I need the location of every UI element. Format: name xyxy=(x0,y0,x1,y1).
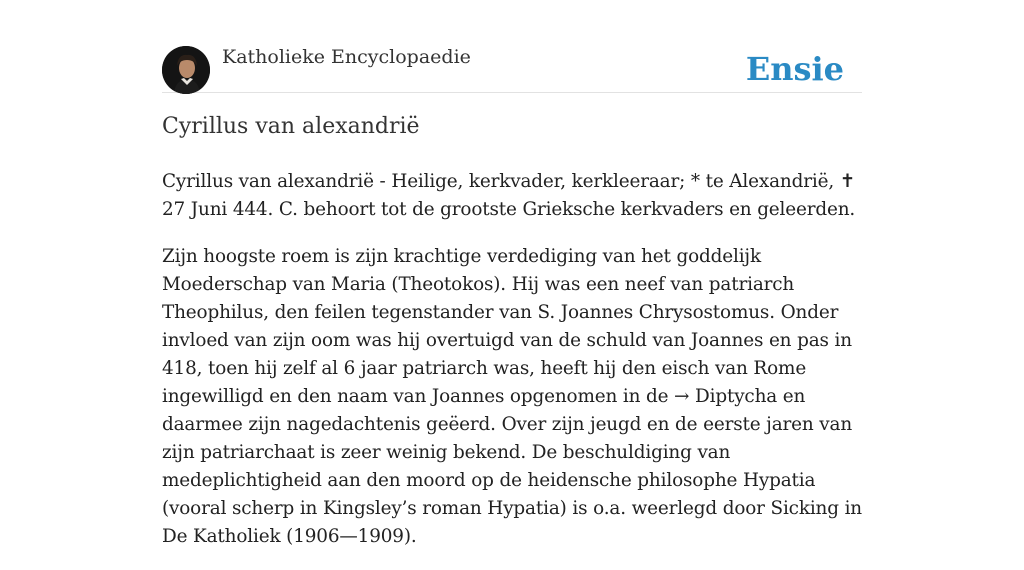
paragraph-text: Zijn hoogste roem is zijn krachtige verdediging van het goddelijk Moederschap van Maria (Theotokos). Hij was een neef van patriarch Theophilus, den feilen tegenstander van S. Joannes Chrysostomus. Onder invloed van zijn oom was hij overtuigd van de schuld van Joannes en pas in 418, toen hij zelf al 6 jaar patriarch was, heeft hij den eisch van Rome ingewilligd en den naam van Joannes opgenomen in de xyxy=(162,246,852,407)
brand-logo[interactable]: Ensie xyxy=(745,50,844,88)
site-header xyxy=(162,44,862,93)
diptycha-link[interactable]: → Diptycha xyxy=(674,386,778,407)
portrait-icon xyxy=(162,46,210,94)
article-body xyxy=(162,168,867,570)
avatar[interactable] xyxy=(162,46,210,94)
paragraph-text: en daarmee zijn nagedachtenis geëerd. Over zijn jeugd en de eerste jaren van zijn patriarchaat is zeer weinig bekend. De beschuldiging van medeplichtigheid aan den moord op de heidensche philosophe Hypatia (vooral scherp in Kingsley’s roman Hypatia) is o.a. weerlegd door Sicking in De Katholiek (1906—1909). xyxy=(162,386,862,547)
paragraph xyxy=(162,243,867,551)
page-title: Cyrillus van alexandrië xyxy=(162,114,420,139)
paragraph: Cyrillus van alexandrië - Heilige, kerkvader, kerkleeraar; * te Alexandrië, ✝ 27 Juni 444. C. behoort tot de grootste Grieksche kerkvaders en geleerden. xyxy=(162,171,856,220)
site-name[interactable]: Katholieke Encyclopaedie xyxy=(222,46,471,68)
